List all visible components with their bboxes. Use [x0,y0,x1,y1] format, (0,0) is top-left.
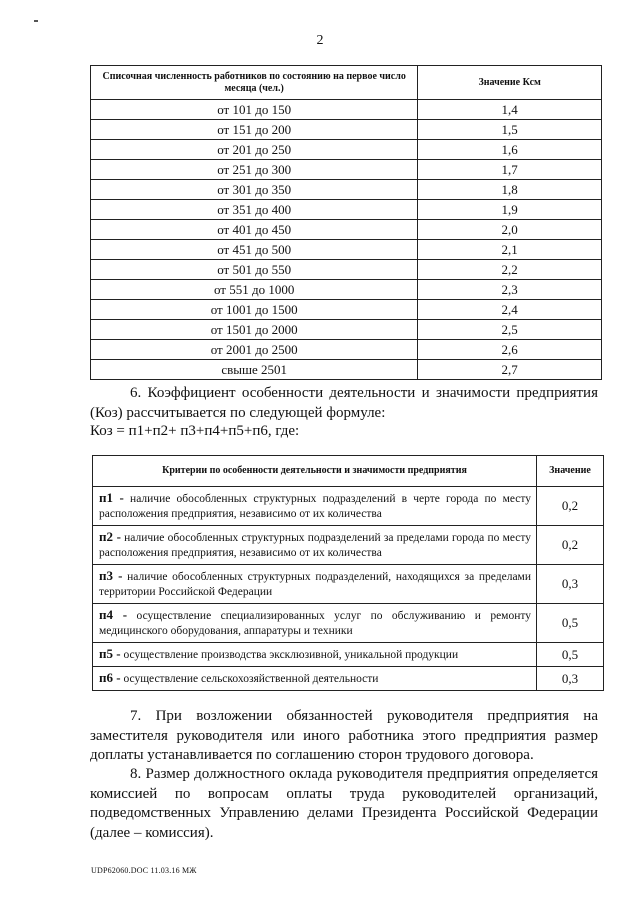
ksm-value-cell: 1,4 [418,100,602,120]
employee-range-cell: от 2001 до 2500 [91,340,418,360]
criterion-cell [93,565,537,604]
table-row [91,120,602,140]
table-row [93,604,604,643]
employee-range-cell: свыше 2501 [91,360,418,380]
table-row [91,360,602,380]
table-row [91,180,602,200]
criterion-text: осуществление сельскохозяйственной деятельности [123,673,379,685]
employee-range-cell: от 251 до 300 [91,160,418,180]
criterion-cell [93,667,537,691]
criterion-code: п6 - [99,670,121,685]
ksm-value-cell: 2,5 [418,320,602,340]
employee-range-cell: от 101 до 150 [91,100,418,120]
table-row [91,260,602,280]
employee-range-cell: от 1001 до 1500 [91,300,418,320]
criterion-code: п4 - [99,607,128,622]
ksm-value-cell: 2,7 [418,360,602,380]
employee-range-cell: от 501 до 550 [91,260,418,280]
paragraph-8: 8. Размер должностного оклада руководителя предприятия определяется комиссией по вопросам оплаты труда руководителей организаций, подведомственных Управлению делами Президента Российской Федерации (далее – комиссия). [90,766,598,841]
table-row [91,220,602,240]
table-row [91,280,602,300]
header-value: Значение [537,456,604,487]
criterion-text: наличие обособленных структурных подразделений за пределами города по месту расположения предприятия, независимо от их количества [99,532,531,559]
page-number: 2 [316,33,324,48]
scan-mark [34,20,38,22]
document-footer: UDP62060.DOC 11.03.16 МЖ [91,866,197,875]
formula-koz: Коз = п1+п2+ п3+п4+п5+п6, где: [90,423,300,439]
criterion-code: п3 - [99,568,123,583]
table-row [91,340,602,360]
table-header-row [91,66,602,100]
criteria-table [92,455,604,691]
table-row [91,140,602,160]
criterion-code: п1 - [99,490,124,505]
employee-range-cell: от 201 до 250 [91,140,418,160]
table-row [91,320,602,340]
criterion-value-cell: 0,3 [537,667,604,691]
ksm-value-cell: 2,2 [418,260,602,280]
table-row [91,160,602,180]
paragraph-6: 6. Коэффициент особенности деятельности и значимости предприятия (Коз) рассчитывается по следующей формуле: [90,385,598,421]
table-row [93,565,604,604]
table-row [93,643,604,667]
employee-count-table [90,65,602,380]
criterion-code: п2 - [99,529,121,544]
header-criteria: Критерии по особенности деятельности и значимости предприятия [93,456,537,487]
criterion-text: наличие обособленных структурных подразделений в черте города по месту расположения предприятия, независимо от их количества [99,493,531,520]
ksm-value-cell: 2,3 [418,280,602,300]
criterion-text: осуществление производства эксклюзивной, уникальной продукции [123,649,459,661]
criterion-cell [93,487,537,526]
criterion-value-cell: 0,5 [537,643,604,667]
ksm-value-cell: 2,4 [418,300,602,320]
table-row [91,200,602,220]
criterion-cell [93,604,537,643]
ksm-value-cell: 2,6 [418,340,602,360]
table-header-row [93,456,604,487]
employee-range-cell: от 151 до 200 [91,120,418,140]
employee-range-cell: от 551 до 1000 [91,280,418,300]
ksm-value-cell: 1,6 [418,140,602,160]
criterion-value-cell: 0,5 [537,604,604,643]
criterion-cell [93,526,537,565]
employee-range-cell: от 1501 до 2000 [91,320,418,340]
employee-range-cell: от 451 до 500 [91,240,418,260]
table-row [91,300,602,320]
ksm-value-cell: 1,5 [418,120,602,140]
table-row [93,667,604,691]
table-row [93,487,604,526]
ksm-value-cell: 2,0 [418,220,602,240]
criterion-cell [93,643,537,667]
ksm-value-cell: 1,8 [418,180,602,200]
criterion-text: наличие обособленных структурных подразделений, находящихся за пределами территории Российской Федерации [99,571,531,598]
criterion-value-cell: 0,2 [537,487,604,526]
criterion-text: осуществление специализированных услуг по обслуживанию и ремонту медицинского оборудования, аппаратуры и техники [99,610,531,637]
criterion-value-cell: 0,3 [537,565,604,604]
criterion-code: п5 - [99,646,121,661]
paragraph-7: 7. При возложении обязанностей руководителя предприятия на заместителя руководителя или иного работника этого предприятия размер доплаты устанавливается по соглашению сторон трудового договора. [90,708,598,763]
table-row [91,100,602,120]
ksm-value-cell: 1,9 [418,200,602,220]
header-employee-count: Списочная численность работников по состоянию на первое число месяца (чел.) [91,66,418,100]
employee-range-cell: от 401 до 450 [91,220,418,240]
employee-range-cell: от 301 до 350 [91,180,418,200]
header-ksm-value: Значение Ксм [418,66,602,100]
table-row [93,526,604,565]
ksm-value-cell: 2,1 [418,240,602,260]
employee-range-cell: от 351 до 400 [91,200,418,220]
ksm-value-cell: 1,7 [418,160,602,180]
criterion-value-cell: 0,2 [537,526,604,565]
table-row [91,240,602,260]
